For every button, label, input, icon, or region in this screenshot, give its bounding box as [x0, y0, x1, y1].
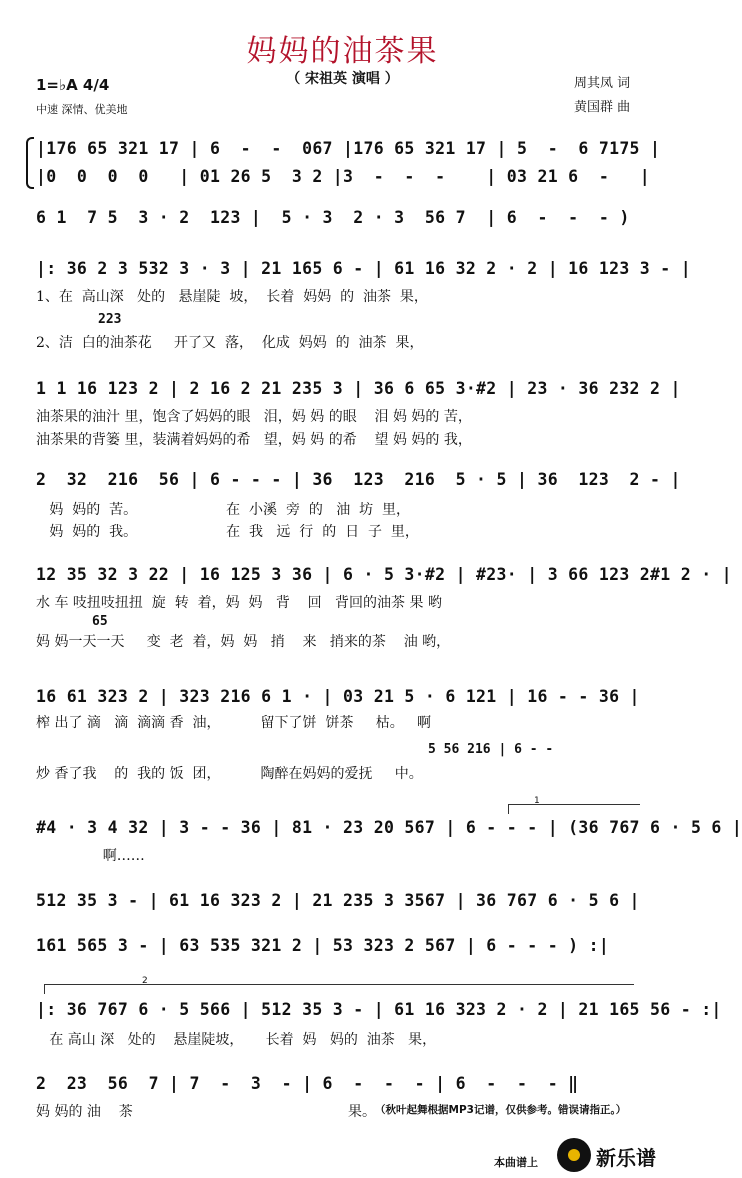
composer-credit: 黄国群 曲 — [574, 100, 631, 115]
song-title: 妈妈的油茶果 — [246, 34, 439, 69]
score-line-6-variant: 65 — [92, 614, 108, 629]
score-line-6: 12 35 32 3 22 | 16 125 3 36 | 6 · 5 3·#2 | #23· | 3 66 123 2#1 2 · | — [36, 565, 732, 584]
tempo-marking: 中速 深情、优美地 — [36, 103, 128, 116]
first-ending-bracket — [508, 804, 640, 805]
lyric-verse1-line3: 1、在 高山深 处的 悬崖陡 坡， 长着 妈妈 的 油茶 果， — [36, 289, 428, 305]
singer-credit: （ 宋祖英 演唱 ） — [286, 71, 399, 87]
system-brace — [26, 137, 34, 189]
key-signature: 1=♭A 4/4 — [36, 76, 110, 94]
score-line-intro-lower: |0 0 0 0 | 01 26 5 3 2 |3 - - - | 03 21 6 - | — [36, 167, 651, 186]
lyric-verse2-line6: 妈 妈一天一天 变 老 着，妈 妈 捎 来 捎来的茶 油 哟， — [36, 634, 451, 650]
second-ending-bracket — [44, 984, 634, 985]
transcription-note: （秋叶起舞根据MP3记谱，仅供参考。错误请指正。） — [375, 1104, 627, 1116]
score-line-5: 2 32 216 56 | 6 - - - | 36 123 216 5 · 5 | 36 123 2 - | — [36, 470, 681, 489]
lyric-verse2-line3: 2、洁 白的油茶花 开了又 落， 化成 妈妈 的 油茶 果， — [36, 335, 424, 351]
lyric-verse2-line7: 炒 香了我 的 我的 饭 团， 陶醉在妈妈的爱抚 中。 — [36, 766, 423, 782]
score-line-11: |: 36 767 6 · 5 566 | 512 35 3 - | 61 16 323 2 · 2 | 21 165 56 - :| — [36, 1000, 722, 1019]
lyric-verse2-line5: 妈 妈的 我。 在 我 远 行 的 日 子 里， — [36, 524, 419, 540]
score-line-7: 16 61 323 2 | 323 216 6 1 · | 03 21 5 · 6 121 | 16 - - 36 | — [36, 687, 640, 706]
score-line-10: 161 565 3 - | 63 535 321 2 | 53 323 2 567 | 6 - - - ) :| — [36, 936, 610, 955]
score-line-4: 1 1 16 123 2 | 2 16 2 21 235 3 | 36 6 65 3·#2 | 23 · 36 232 2 | — [36, 379, 681, 398]
score-line-intro-upper: |176 65 321 17 | 6 - - 067 |176 65 321 17 | 5 - 6 7175 | — [36, 139, 661, 158]
lyric-verse1-line4: 油茶果的油汁 里，饱含了妈妈的眼 泪，妈 妈 的眼 泪 妈 妈的 苦， — [36, 409, 472, 425]
second-ending-number: 2 — [142, 976, 148, 986]
lyric-verse2-line4: 油茶果的背篓 里，装满着妈妈的希 望，妈 妈 的希 望 妈 妈的 我， — [36, 432, 472, 448]
vinyl-logo-icon — [557, 1138, 591, 1172]
brand-name[interactable]: 新乐谱 — [596, 1146, 656, 1170]
score-line-9: 512 35 3 - | 61 16 323 2 | 21 235 3 3567 | 36 767 6 · 5 6 | — [36, 891, 640, 910]
score-line-3-variant: 223 — [98, 312, 122, 327]
score-line-12: 2 23 56 7 | 7 - 3 - | 6 - - - | 6 - - - ‖ — [36, 1074, 579, 1093]
score-line-3: |: 36 2 3 532 3 · 3 | 21 165 6 - | 61 16 32 2 · 2 | 16 123 3 - | — [36, 259, 691, 278]
score-line-2: 6 1 7 5 3 · 2 123 | 5 · 3 2 · 3 56 7 | 6 - - - ) — [36, 208, 630, 227]
lyric-line12: 妈 妈的 油 茶 — [36, 1104, 133, 1120]
upload-text: 本曲谱上 — [494, 1156, 538, 1169]
lyric-verse1-line5: 妈 妈的 苦。 在 小溪 旁 的 油 坊 里， — [36, 502, 411, 518]
first-ending-number: 1 — [534, 796, 540, 806]
lyricist-credit: 周其凤 词 — [574, 76, 631, 91]
lyric-line8: 啊…… — [36, 848, 145, 864]
lyric-verse1-line6: 水 车 吱扭吱扭扭 旋 转 着，妈 妈 背 回 背回的油茶 果 哟 — [36, 595, 442, 611]
second-ending-tick — [44, 984, 45, 994]
score-line-8: #4 · 3 4 32 | 3 - - 36 | 81 · 23 20 567 | 6 - - - | (36 767 6 · 5 6 | — [36, 818, 742, 837]
score-line-7-variant: 5 56 216 | 6 - - — [428, 742, 554, 757]
first-ending-tick — [508, 804, 509, 814]
lyric-line12-end: 果。 — [348, 1104, 376, 1120]
lyric-line11: 在 高山 深 处的 悬崖陡坡， 长着 妈 妈的 油茶 果， — [36, 1032, 437, 1048]
lyric-verse1-line7: 榨 出了 滴 滴 滴滴 香 油， 留下了饼 饼茶 枯。 啊 — [36, 715, 432, 731]
